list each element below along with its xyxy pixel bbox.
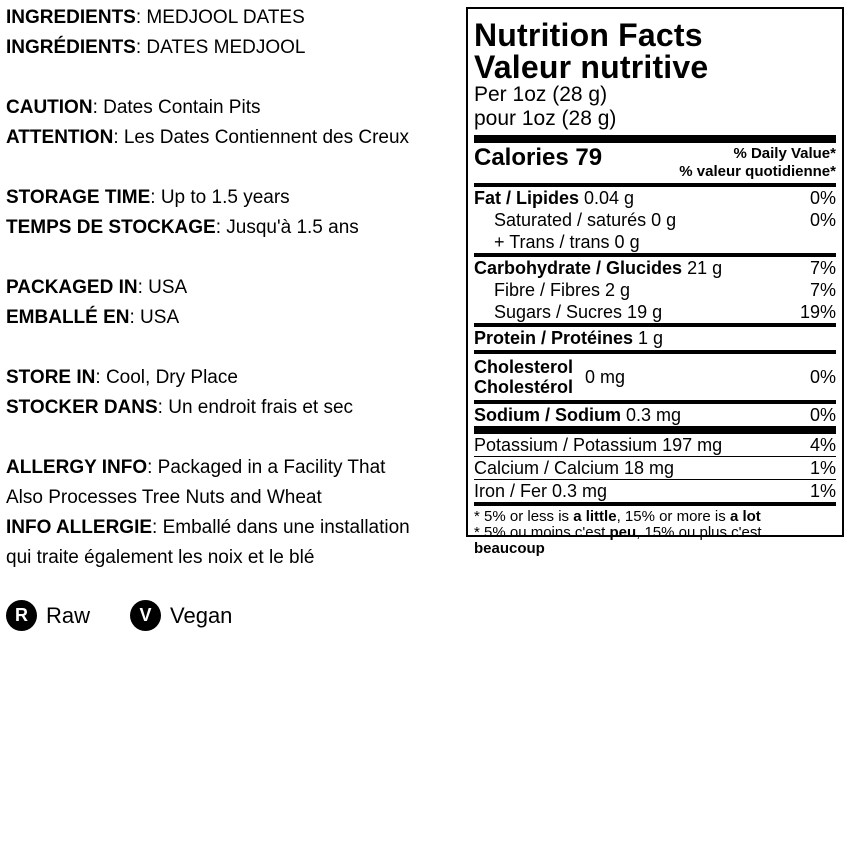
raw-badge xyxy=(6,600,90,631)
cholesterol-row: Cholesterol Cholestérol 0 mg 0% xyxy=(474,357,836,397)
daily-value-header: % Daily Value* % valeur quotidienne* xyxy=(679,145,836,180)
calories-row xyxy=(474,143,836,183)
caution-line: CAUTION: Dates Contain Pits xyxy=(6,97,261,118)
saturated-row: Saturated / saturés 0 g 0% xyxy=(494,210,836,230)
calories-label: Calories 79 xyxy=(474,144,603,171)
caution-fr-line: ATTENTION: Les Dates Contiennent des Creux xyxy=(6,127,410,148)
nutrition-facts-panel xyxy=(466,7,844,557)
sodium-row: Sodium / Sodium 0.3 mg 0% xyxy=(474,405,836,425)
ingredients-fr-line: INGRÉDIENTS: DATES MEDJOOL xyxy=(6,37,306,58)
iron-row: Iron / Fer 0.3 mg 1% xyxy=(474,481,836,501)
allergy-cont-line: Also Processes Tree Nuts and Wheat xyxy=(6,487,322,508)
footnote-en: * 5% or less is a little, 15% or more is a lot xyxy=(474,508,761,525)
serving-size-fr: pour 1oz (28 g) xyxy=(474,107,617,130)
store-fr-line: STOCKER DANS: Un endroit frais et sec xyxy=(6,397,354,418)
storage-time-line: STORAGE TIME: Up to 1.5 years xyxy=(6,187,290,208)
allergy-line: ALLERGY INFO: Packaged in a Facility That xyxy=(6,457,386,478)
sugars-row: Sugars / Sucres 19 g 19% xyxy=(494,302,836,322)
serving-size-en: Per 1oz (28 g) xyxy=(474,83,608,106)
potassium-row: Potassium / Potassium 197 mg 4% xyxy=(474,435,836,455)
calcium-row: Calcium / Calcium 18 mg 1% xyxy=(474,458,836,478)
protein-row: Protein / Protéines 1 g xyxy=(474,328,664,348)
storage-time-fr-line: TEMPS DE STOCKAGE: Jusqu'à 1.5 ans xyxy=(6,217,359,238)
vegan-icon: V xyxy=(130,600,161,631)
diet-badges xyxy=(6,600,272,631)
footnote-fr: * 5% ou moins c'est peu, 15% ou plus c'est beaucoup xyxy=(474,524,762,557)
store-line: STORE IN: Cool, Dry Place xyxy=(6,367,238,388)
divider-thick xyxy=(474,135,836,143)
raw-icon: R xyxy=(6,600,37,631)
vegan-label: Vegan xyxy=(170,602,233,628)
nutrition-title-fr: Valeur nutritive xyxy=(474,49,709,85)
vegan-badge xyxy=(130,600,232,631)
footnote xyxy=(474,506,836,557)
allergy-fr-cont-line: qui traite également les noix et le blé xyxy=(6,547,315,568)
allergy-fr-line: INFO ALLERGIE: Emballé dans une installation xyxy=(6,517,410,538)
packaged-line: PACKAGED IN: USA xyxy=(6,277,188,298)
trans-row: + Trans / trans 0 g xyxy=(494,232,640,252)
packaged-fr-line: EMBALLÉ EN: USA xyxy=(6,307,180,328)
product-info xyxy=(6,5,462,575)
ingredients-line: INGREDIENTS: MEDJOOL DATES xyxy=(6,7,305,28)
carbohydrate-row: Carbohydrate / Glucides 21 g 7% xyxy=(474,258,836,278)
fat-row: Fat / Lipides 0.04 g 0% xyxy=(474,188,836,208)
fibre-row: Fibre / Fibres 2 g 7% xyxy=(494,280,836,300)
nutrition-title-en: Nutrition Facts xyxy=(474,17,703,53)
raw-label: Raw xyxy=(46,602,91,628)
